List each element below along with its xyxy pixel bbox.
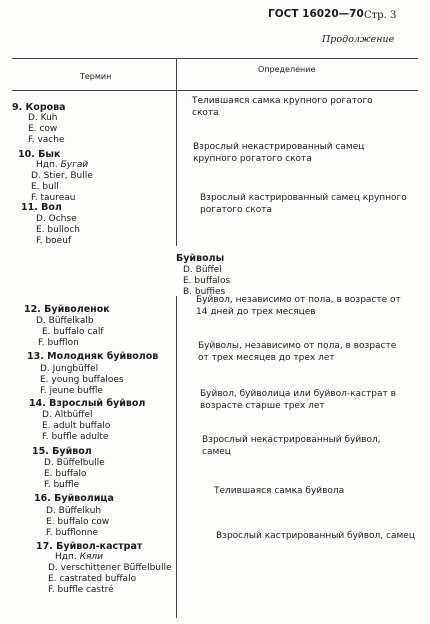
equivalent-de: D. Büffelbulle — [44, 458, 105, 468]
equivalent-fr: F. taureau — [31, 193, 76, 203]
equivalent-fr: F. buffle adulte — [42, 432, 109, 442]
term-number: 17. — [36, 541, 53, 552]
equivalent-en: E. castrated buffalo — [48, 574, 137, 584]
equivalent-de: D. verschittener Büffelbulle — [48, 563, 172, 573]
equivalent-en: E. young buffaloes — [40, 375, 124, 385]
column-divider-lower — [176, 296, 177, 618]
term-line — [27, 351, 158, 362]
equivalent-de: D. Ochse — [36, 214, 77, 224]
definition-text: Буйвол, независимо от пола, в возрасте от 14 дней до трех месяцев — [196, 295, 401, 317]
term-number: 11. — [21, 202, 38, 213]
equivalent-fr: F. buffle — [44, 480, 80, 490]
equivalent-de: D. Stier, Bulle — [31, 171, 93, 181]
term-name: Буйволица — [54, 493, 114, 504]
term-line — [24, 304, 110, 315]
term-number: 12. — [24, 304, 41, 315]
equivalent-de: D. Jungbüffel — [40, 364, 99, 374]
definition-column-header: Определение — [258, 65, 316, 74]
ndp-term: Кяли — [79, 552, 104, 562]
section-fr: B. buffies — [183, 287, 226, 297]
gost-number: ГОСТ 16020—70 — [268, 8, 364, 20]
term-line — [21, 202, 62, 213]
term-name: Буйвол-кастрат — [56, 541, 143, 552]
term-line — [36, 541, 142, 552]
term-name: Буйволенок — [44, 304, 110, 315]
equivalent-de: D. Büffelkuh — [46, 506, 102, 516]
deprecated-term — [55, 552, 103, 563]
table-top-border — [12, 58, 418, 59]
definition-text: Взрослый кастрированный буйвол, самец — [216, 531, 415, 541]
ndp-term: Бугай — [60, 160, 89, 170]
table-header-border — [12, 90, 418, 91]
equivalent-fr: F. buffle castré — [48, 585, 114, 595]
equivalent-fr: F. jeune buffle — [40, 386, 103, 396]
term-number: 15. — [32, 446, 49, 457]
equivalent-en: E. cow — [28, 124, 58, 134]
deprecated-term — [36, 160, 88, 171]
term-number: 9. — [12, 102, 23, 113]
section-title: Буйволы — [176, 253, 225, 264]
equivalent-en: E. bull — [31, 182, 59, 192]
term-line — [12, 102, 66, 113]
definition-text: Телившаяся самка буйвола — [214, 486, 345, 496]
section-de: D. Büffel — [183, 265, 222, 275]
term-line — [32, 446, 92, 457]
equivalent-fr: F. vache — [28, 135, 65, 145]
page-number: Стр. 3 — [364, 10, 397, 21]
equivalent-fr: F. boeuf — [36, 236, 72, 246]
equivalent-de: D. Kuh — [28, 113, 58, 123]
equivalent-fr: F. bufflon — [38, 338, 79, 348]
ndp-prefix: Ндп. — [36, 160, 58, 170]
term-number: 10. — [18, 149, 35, 160]
definition-text: Взрослый кастрированный самец крупного рогатого скота — [200, 193, 407, 215]
definition-text: Взрослый некастрированный самец крупного рогатого скота — [193, 142, 365, 164]
section-en: E. buffalos — [183, 276, 231, 286]
term-line — [18, 149, 60, 160]
equivalent-en: E. buffalo calf — [42, 327, 104, 337]
term-name: Корова — [25, 102, 66, 113]
equivalent-en: E. buffalo — [44, 469, 87, 479]
equivalent-en: E. bulloch — [36, 225, 80, 235]
equivalent-de: D. Altbüffel — [42, 410, 93, 420]
term-line — [29, 398, 145, 409]
term-name: Бык — [38, 149, 61, 160]
ndp-prefix: Ндп. — [55, 552, 77, 562]
term-name: Молодняк буйволов — [47, 351, 159, 362]
equivalent-en: E. buffalo cow — [46, 517, 110, 527]
term-column-header: Термин — [80, 72, 112, 81]
definition-text: Телившаяся самка крупного рогатого скота — [192, 96, 373, 118]
definition-text: Взрослый некастрированный буйвол, самец — [202, 435, 381, 457]
term-number: 16. — [34, 493, 51, 504]
definition-text: Буйволы, независимо от пола, в возрасте от трех месяцев до трех лет — [198, 341, 397, 363]
column-divider-upper — [176, 58, 177, 246]
term-name: Буйвол — [52, 446, 92, 457]
equivalent-en: E. adult buffalo — [42, 421, 111, 431]
term-number: 13. — [27, 351, 44, 362]
definition-text: Буйвол, буйволица или буйвол-кастрат в возрасте старше трех лет — [200, 389, 396, 411]
continuation-label: Продолжение — [322, 34, 395, 45]
term-name: Вол — [41, 202, 62, 213]
term-name: Взрослый буйвол — [49, 398, 146, 409]
term-line — [34, 493, 114, 504]
equivalent-de: D. Büffelkalb — [36, 316, 94, 326]
term-number: 14. — [29, 398, 46, 409]
equivalent-fr: F. bufflonne — [46, 528, 99, 538]
